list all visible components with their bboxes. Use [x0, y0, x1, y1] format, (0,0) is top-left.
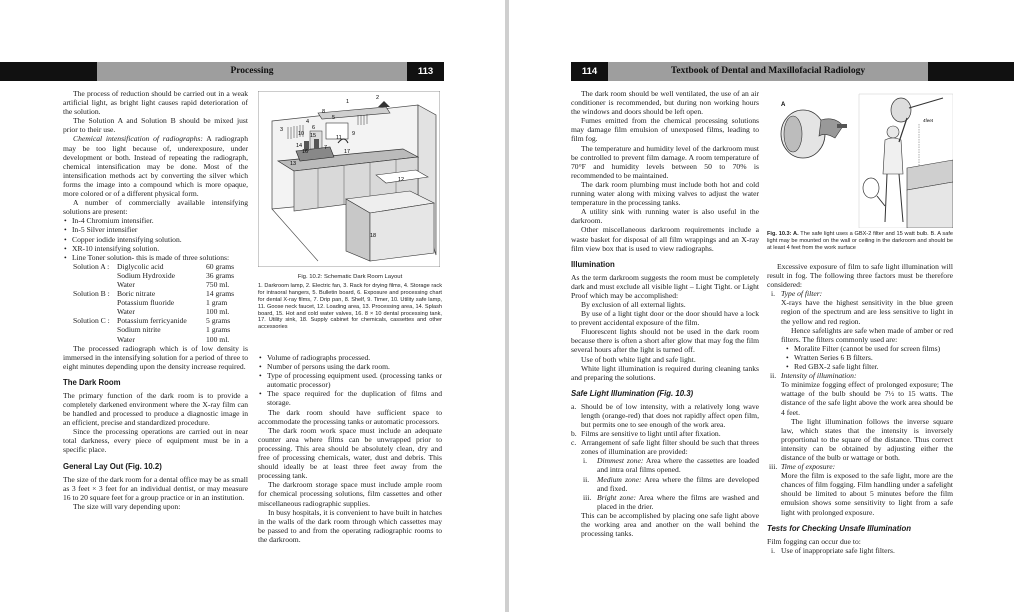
paragraph: By use of a light tight door or the door should have a lock to prevent accidental exposure of the film.	[571, 309, 759, 328]
solution-name: Potassium fluoride	[117, 298, 175, 308]
paragraph: Chemical intensification of radiographs: A radiograph may be too light because of, underexposure, under development or both. Instead of repeating the radiograph, chemical intensification may be done. Most of the intensification methods act by converting the silver which forms the image into a compound which is more opaque, more colored or of a different physical form.	[63, 134, 248, 199]
figure-title: Fig. 10.2: Schematic Dark Room Layout	[297, 274, 403, 280]
figure-label: 7	[324, 145, 328, 151]
paragraph: To minimize fogging effect of prolonged exposure; The wattage of the bulb should be 7½ to 15 watts. The distance of the safe light above the work area should be 4 feet.	[781, 380, 953, 417]
paragraph: X-rays have the highest sensitivity in the blue green region of the spectrum and are less sensitive to light in the yellow and red region.	[781, 298, 953, 326]
factor-title: Intensity of illumination:	[781, 371, 857, 381]
solution-amount: 100 ml.	[206, 307, 230, 317]
paragraph: The dark room should have sufficient space to accommodate the processing tanks or automatic processors.	[258, 407, 442, 426]
solution-amount: 5 grams	[206, 316, 231, 326]
list-item: iii. Bright zone: Area where the films are washed and placed in the drier.	[583, 492, 759, 511]
paragraph: The dark room should be well ventilated, the use of an air conditioner is recommended, but during non working hours the windows and doors should be left open.	[571, 89, 759, 117]
paragraph: Since the processing operations are carried out in near total darkness, every piece of equipment must be in a specific place.	[63, 427, 248, 455]
paragraph: In busy hospitals, it is convenient to have built in hatches in the walls of the dark room through which cassettes may be passed to and from the operating radiographic rooms to the darkroom.	[258, 507, 442, 544]
solution-name: Water	[117, 334, 135, 344]
factor-type-of-filter: i. Type of filter:	[767, 289, 953, 298]
solution-amount: 1 grams	[206, 325, 231, 335]
list-item: • Type of processing equipment used. (processing tanks or automatic processor)	[258, 371, 442, 389]
figure-label: 5	[332, 115, 336, 121]
tests-list	[767, 546, 953, 555]
paragraph: Fumes emitted from the chemical processing solutions may damage film emulsion of unexposed films, leading to film fog.	[571, 116, 759, 144]
figure-label: 17	[344, 149, 351, 155]
solution-label	[73, 335, 113, 344]
right-page	[509, 0, 1014, 612]
figure-label: 1	[346, 99, 350, 105]
solution-amount: 14 grams	[206, 289, 235, 299]
solution-label: Solution B :	[73, 289, 110, 299]
figure-label: 8	[322, 109, 326, 115]
solution-label: Solution A :	[73, 261, 110, 271]
paragraph: White light illumination is required during cleaning tanks and preparing the solutions.	[571, 363, 759, 382]
list-item: • XR-10 intensifying solution.	[63, 244, 248, 253]
list-item: • Volume of radiographs processed.	[258, 353, 442, 362]
zones-list	[571, 456, 759, 511]
list-item: • Wratten Series 6 B filters.	[785, 353, 953, 362]
left-running-header	[0, 62, 505, 81]
header-spacer	[444, 62, 505, 81]
paragraph: The darkroom storage space must include ample room for chemical processing solutions, film cassettes and other miscellaneous radiographic supplies.	[258, 480, 442, 508]
solution-name: Water	[117, 307, 135, 317]
list-item: ii. Medium zone: Area where the films are developed and fixed.	[583, 474, 760, 493]
paragraph: Other miscellaneous darkroom requirements include a waste basket for disposal of all film wrappings and an X-ray film view box that is used to view radiographs.	[571, 225, 759, 253]
figure-label: 18	[370, 233, 377, 239]
paragraph: Film fogging can occur due to:	[767, 536, 861, 546]
solution-amount: 100 ml.	[206, 334, 230, 344]
left-column-1	[63, 89, 248, 511]
paragraph: The dark room plumbing must include both hot and cold running water along with mixing valves to adjust the water temperature in the processing tanks.	[571, 179, 759, 208]
paragraph: This can be accomplished by placing one safe light above the working area and another on the wall behind the processing tanks.	[581, 510, 759, 539]
solution-name: Water	[117, 279, 135, 289]
section-heading: The Dark Room	[63, 377, 121, 387]
distance-label: 4feet	[923, 118, 934, 123]
left-column-2	[258, 353, 442, 544]
right-header-title: Textbook of Dental and Maxillofacial Radiology	[608, 62, 928, 81]
paragraph: Hence safelights are safe when made of amber or red filters. The filters commonly used are:	[781, 325, 953, 344]
filters-list	[767, 344, 953, 371]
solution-amount: 750 ml.	[206, 279, 230, 289]
right-running-header	[509, 62, 1014, 81]
figure-label-a: A	[781, 102, 786, 108]
factor-intensity: ii. Intensity of illumination:	[767, 371, 953, 380]
figure-10-2-caption	[258, 274, 442, 331]
factor-title: Type of filter:	[781, 289, 823, 299]
size-factors-list	[258, 353, 442, 408]
factor-title: Time of exposure:	[781, 462, 836, 472]
figure-label: 2	[376, 95, 380, 101]
list-item: • Moralite Filter (cannot be used for screen films)	[785, 344, 953, 353]
darkroom-illustration	[258, 91, 440, 267]
paragraph: Use of both white light and safe light.	[581, 354, 696, 364]
paragraph: As the term darkroom suggests the room must be completely dark and must exclude all visible light – Light Tight. or Light Proof which may be accomplished:	[571, 272, 759, 300]
figure-label: 4	[306, 119, 310, 125]
paragraph: By exclusion of all external lights.	[581, 299, 686, 309]
paragraph: A utility sink with running water is also useful in the darkroom.	[571, 207, 759, 226]
safelight-illustration	[767, 90, 953, 228]
solution-label	[73, 298, 113, 307]
paragraph: The processed radiograph which is of low density is immersed in the intensifying solution for a period of three to eight minutes depending upon the density increase required.	[63, 343, 248, 371]
solution-amount: 36 grams	[206, 270, 235, 280]
figure-label: 16	[302, 149, 309, 155]
figure-caption: The safe light uses a GBX-2 filter and 15 watt bulb. B. A safe light may be mounted on the wall or ceiling in the darkroom and should be at least 4 feet from the work surface	[767, 231, 953, 251]
paragraph: The temperature and humidity level of the darkroom must be controlled to prevent film damage. A room temperature of 70°F and humidity levels between 50 to 70% is recommended to be maintained.	[571, 143, 759, 180]
paragraph: The process of reduction should be carried out in a weak artificial light, as bright light causes rapid deterioration of the solution.	[63, 89, 248, 117]
figure-label: 14	[296, 143, 303, 149]
header-black-bar	[0, 62, 97, 81]
paragraph: The Solution A and Solution B should be mixed just prior to their use.	[63, 116, 248, 135]
safelight-figure	[767, 90, 953, 228]
figure-caption: 1. Darkroom lamp, 2. Electric fan, 3. Rack for drying films, 4. Storage rack for intraoral hangers, 5. Bulletin board, 6. Exposure and processing chart for dental X-ray films, 7. Drip pan, 8. Shelf, 9. Timer, 10. Utility safe lamp, 11. Goose neck faucet, 12. Loading area, 13. Processing area, 14. Splash board, 15. Hot and cold water valves, 16. 8 × 10 dental processing tank, 17. Utility sink, 18. Supply cabinet for chemicals, cassettes and other accessories	[258, 282, 442, 331]
solution-name: Potassium ferricyanide	[117, 316, 187, 326]
list-item: b. Films are sensitive to light until after fixation.	[571, 429, 721, 439]
safe-light-list	[571, 402, 759, 457]
header-black-bar	[928, 62, 1014, 81]
darkroom-layout-figure	[258, 91, 440, 267]
list-item: i. Use of inappropriate safe light filters.	[771, 545, 895, 555]
solution-name: Boric nitrate	[117, 289, 156, 299]
solution-amount: 60 grams	[206, 261, 235, 271]
list-item: • Line Toner solution- this is made of three solutions:	[63, 253, 248, 262]
figure-label: 9	[352, 131, 356, 137]
paragraph: Excessive exposure of film to safe light illumination will result in fog. The following three factors must be therefore considered:	[767, 262, 953, 290]
figure-label: 11	[336, 135, 342, 141]
figure-label: 6	[312, 125, 316, 131]
right-column-1	[571, 89, 759, 538]
section-heading: Safe Light Illumination (Fig. 10.3)	[571, 388, 694, 398]
figure-label: 12	[398, 177, 405, 183]
list-item: • Red GBX-2 safe light filter.	[785, 362, 953, 371]
solution-amount: 1 gram	[206, 298, 228, 308]
figure-10-3-caption	[767, 231, 953, 252]
solution-label	[73, 307, 113, 316]
list-item: • Copper iodide intensifying solution.	[63, 235, 248, 244]
paragraph: The primary function of the dark room is to provide a completely darkened environment where the X-ray film can be handled and processed to produce a diagnostic image in an efficient, precise and standardized procedure.	[63, 390, 248, 428]
section-heading: General Lay Out (Fig. 10.2)	[63, 461, 162, 471]
solution-name: Sodium nitrite	[117, 325, 161, 335]
paragraph: The size of the dark room for a dental office may be as small as 3 feet × 3 feet for an individual dentist, or may measure 16 to 20 square feet for a group practice or in an institution.	[63, 474, 248, 502]
left-page-number: 113	[407, 62, 444, 81]
paragraph: The size will vary depending upon:	[73, 501, 181, 511]
solution-label	[73, 325, 113, 334]
section-heading: Tests for Checking Unsafe Illumination	[767, 523, 911, 533]
emphasis: Chemical intensification of radiographs:	[73, 134, 203, 144]
paragraph: The dark room work space must include an adequate counter area where films can be unwrapped prior to processing. This area should be absolutely clean, dry and free of processing chemicals, water, dust and debris. This should ideally be at least three feet away from the processing tank.	[258, 425, 442, 481]
paragraph: The light illumination follows the inverse square law, which states that the intensity is inversely proportional to the square of the distance. Thus correct intensity can be obtained by adjusting either the distance of the bulb or wattage or both.	[781, 416, 953, 462]
section-heading: Illumination	[571, 259, 615, 269]
solution-label: Solution C :	[73, 316, 110, 326]
figure-label: 15	[310, 133, 317, 139]
list-item: • The space required for the duplication of films and storage.	[258, 389, 442, 407]
paragraph: More the film is exposed to the safe light, more are the chances of film fogging. Film handling under a safelight should be limited to about 5 minutes before the film emulsion shows some sensitivity to light from a safe light with prolonged exposure.	[781, 471, 953, 517]
intensifier-list	[63, 216, 248, 261]
paragraph: Fluorescent lights should not be used in the dark room because there is often a short after glow that may fog the film several hours after the light is turned off.	[571, 327, 759, 355]
figure-label: 13	[290, 161, 297, 167]
paragraph: A number of commercially available intensifying solutions are present:	[63, 198, 248, 217]
list-item: c. Arrangement of safe light filter should be such that threes zones of illumination are provided:	[571, 438, 759, 457]
solutions-table	[63, 262, 248, 344]
figure-label: 10	[298, 131, 305, 137]
solution-name: Sodium Hydroxide	[117, 270, 176, 280]
list-item: • In-5 Silver intensifier	[63, 225, 248, 234]
right-column-2	[767, 262, 953, 555]
solution-label	[73, 280, 113, 289]
left-header-title: Processing	[97, 62, 407, 81]
right-page-number: 114	[571, 62, 608, 81]
figure-title: Fig. 10.3: A.	[767, 231, 799, 237]
solution-name: Diglycolic acid	[117, 261, 164, 271]
list-item: a. Should be of low intensity, with a relatively long wave length (orange-red) that does not rapidly affect open film, but permits one to see enough of the work area.	[571, 401, 759, 429]
list-item: • In-4 Chromium intensifier.	[63, 216, 248, 225]
left-page	[0, 0, 505, 612]
factor-time-of-exposure: iii. Time of exposure:	[767, 462, 953, 471]
list-item: i. Dimmest zone: Area where the cassettes are loaded and intra oral films opened.	[583, 456, 760, 475]
figure-label: 3	[280, 127, 284, 133]
solution-label	[73, 271, 113, 280]
list-item: • Number of persons using the dark room.	[258, 362, 442, 371]
